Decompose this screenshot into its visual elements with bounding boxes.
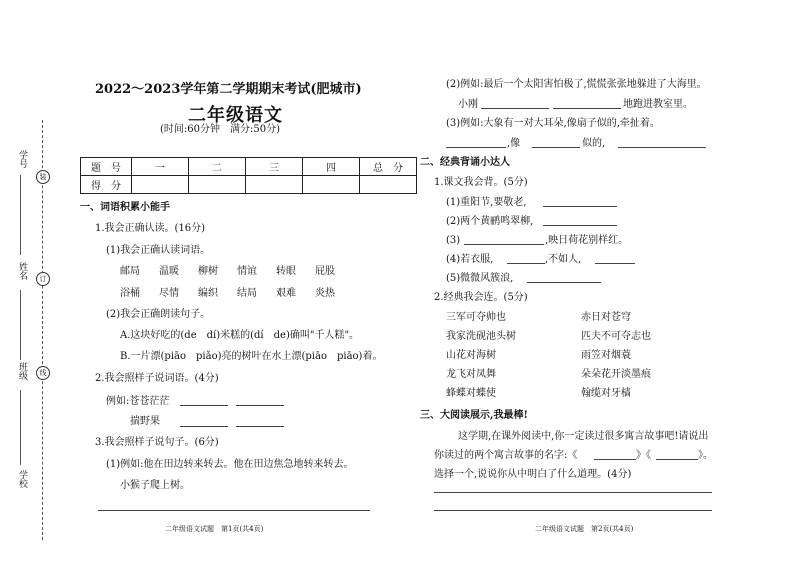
answer-line[interactable]: [434, 492, 712, 493]
reading-paragraph-2-start: 你读过的两个寓言故事的名字:《: [434, 450, 578, 461]
reading-paragraph-1: 这学期,在课外阅读中,你一定读过很多寓言故事吧!请说出: [458, 431, 709, 442]
sentence-b: B.一片漂(piāo piǎo)亮的树叶在水上漂(piāo piāo)着。: [120, 351, 383, 362]
word-item: 屁股: [315, 266, 335, 277]
score-input-cell[interactable]: [189, 176, 246, 194]
word-item: 结局: [237, 288, 257, 299]
word-item: 柳树: [198, 266, 218, 277]
recite-1-5: (5)微微风簇浪,: [446, 273, 514, 284]
recite-question-1: 1.课文我会背。(5分): [434, 177, 528, 188]
word-item: 温暖: [159, 266, 179, 277]
word-item: 转眼: [276, 266, 296, 277]
answer-blank[interactable]: [618, 147, 706, 148]
answer-blank[interactable]: [180, 405, 228, 406]
match-left-item[interactable]: 我家洗砚池头树: [446, 331, 516, 342]
match-right-item[interactable]: 赤日对苍穹: [581, 312, 631, 323]
section3-title: 三、大阅读展示,我最棒!: [420, 410, 528, 421]
binding-label-student-id: 学号: [17, 150, 27, 168]
recite-1-3-end: ,映日荷花别样红。: [545, 235, 629, 246]
word-item: 情谊: [237, 266, 257, 277]
right-page-footer: 二年级语文试题 第2页(共4页): [535, 525, 634, 533]
question-3-1-item: 小猴子爬上树。: [120, 480, 190, 491]
score-header-cell: 三: [246, 158, 303, 176]
score-header-cell: 总 分: [360, 158, 417, 176]
match-left-item[interactable]: 山花对海树: [446, 350, 496, 361]
question-1-2: (2)我会正确朗读句子。: [106, 309, 211, 320]
score-table-score-row: [81, 176, 417, 194]
answer-line[interactable]: [98, 510, 370, 511]
answer-blank[interactable]: [236, 426, 284, 427]
question-3-3: (3)例如:大象有一对大耳朵,像扇子似的,牵扯着。: [446, 118, 660, 129]
recite-1-3-start: (3): [446, 235, 461, 246]
match-left-item[interactable]: 龙飞对凤舞: [446, 369, 496, 380]
section2-title: 二、经典背诵小达人: [420, 157, 510, 168]
question-2-item: 揣野果: [130, 416, 160, 427]
word-item: 尽情: [159, 288, 179, 299]
score-header-cell: 一: [132, 158, 189, 176]
binding-mark-zhuang: 装: [36, 170, 50, 184]
answer-blank[interactable]: [507, 263, 545, 264]
binding-label-name: 姓名: [17, 262, 27, 280]
score-input-cell[interactable]: [360, 176, 417, 194]
recite-1-4-start: (4)若衣服,: [446, 254, 494, 265]
answer-blank[interactable]: [543, 206, 617, 207]
score-row-label: 得 分: [81, 176, 132, 194]
word-item: 炎热: [315, 288, 335, 299]
question-3-3-item-b: 似的,: [582, 138, 606, 149]
answer-blank[interactable]: [180, 426, 228, 427]
reading-paragraph-2-end: 》。: [698, 450, 713, 461]
student-id-field[interactable]: [20, 175, 21, 255]
score-input-cell[interactable]: [132, 176, 189, 194]
score-table-header-row: [81, 158, 417, 176]
answer-line[interactable]: [434, 510, 712, 511]
match-right-item[interactable]: 匹夫不可夺志也: [581, 331, 651, 342]
answer-blank[interactable]: [527, 282, 601, 283]
word-item: 编织: [198, 288, 218, 299]
question-2-example: 例如:苍苍茫茫: [106, 396, 170, 407]
match-left-item[interactable]: 蜂蝶对蝶使: [446, 388, 496, 399]
reading-paragraph-3: 选择一个,说说你从中明白了什么道理。(4分): [434, 469, 632, 480]
answer-blank[interactable]: [543, 225, 617, 226]
reading-paragraph-2-mid: 》《: [636, 450, 651, 461]
sentence-a: A.这块好吃的(de dí)米糕的(dí de)确叫"千人糕"。: [120, 330, 360, 341]
answer-blank[interactable]: [464, 244, 544, 245]
word-item: 艰难: [276, 288, 296, 299]
answer-blank[interactable]: [594, 459, 636, 460]
match-right-item[interactable]: 雨笠对烟蓑: [581, 350, 631, 361]
score-input-cell[interactable]: [303, 176, 360, 194]
question-3-2: (2)例如:最后一个太阳害怕极了,慌慌张张地躲进了大海里。: [446, 79, 707, 90]
recite-1-2: (2)两个黄鹂鸣翠柳,: [446, 216, 534, 227]
section1-title: 一、词语积累小能手: [80, 202, 170, 213]
match-right-item[interactable]: 翰缆对牙樯: [581, 388, 631, 399]
answer-blank[interactable]: [595, 263, 635, 264]
question-3-3-item-a: ,像: [507, 138, 521, 149]
score-header-cell: 二: [189, 158, 246, 176]
question-2: 2.我会照样子说词语。(4分): [95, 373, 219, 384]
name-field[interactable]: [20, 290, 21, 360]
answer-blank[interactable]: [236, 405, 284, 406]
match-left-item[interactable]: 三军可夺帅也: [446, 312, 506, 323]
score-header-cell: 题 号: [81, 158, 132, 176]
answer-blank[interactable]: [481, 108, 549, 109]
binding-mark-ding: 订: [36, 272, 50, 286]
recite-1-1: (1)重阳节,要敬老,: [446, 197, 527, 208]
recite-1-4-mid: ,不如人,: [545, 254, 582, 265]
answer-blank[interactable]: [553, 108, 621, 109]
class-field[interactable]: [20, 390, 21, 465]
binding-label-class: 班级: [17, 362, 27, 380]
binding-strip: [0, 0, 70, 561]
binding-mark-xian: 线: [36, 366, 50, 380]
left-page-footer: 二年级语文试题 第1页(共4页): [165, 525, 264, 533]
answer-blank[interactable]: [532, 147, 580, 148]
word-item: 浴桶: [120, 288, 140, 299]
match-right-item[interactable]: 朵朵花开淡墨痕: [581, 369, 651, 380]
binding-label-school: 学校: [17, 470, 27, 488]
question-1-1: (1)我会正确认读词语。: [106, 245, 211, 256]
exam-title: 2022～2023学年第二学期期末考试(肥城市): [95, 82, 362, 97]
answer-blank[interactable]: [656, 459, 698, 460]
recite-question-2: 2.经典我会连。(5分): [434, 292, 528, 303]
score-input-cell[interactable]: [246, 176, 303, 194]
word-item: 邮局: [120, 266, 140, 277]
question-3: 3.我会照样子说句子。(6分): [95, 437, 219, 448]
answer-blank[interactable]: [446, 147, 506, 148]
question-3-2-item-start: 小刚: [458, 99, 478, 110]
score-header-cell: 四: [303, 158, 360, 176]
exam-subject: 二年级语文: [188, 105, 283, 126]
question-1: 1.我会正确认读。(16分): [95, 223, 206, 234]
score-table: [80, 157, 417, 194]
question-3-1: (1)例如:他在田边转来转去。他在田边焦急地转来转去。: [106, 459, 354, 470]
question-3-2-item-end: 地跑进教室里。: [623, 99, 693, 110]
time-info: (时间:60分钟 满分:50分): [160, 124, 280, 135]
